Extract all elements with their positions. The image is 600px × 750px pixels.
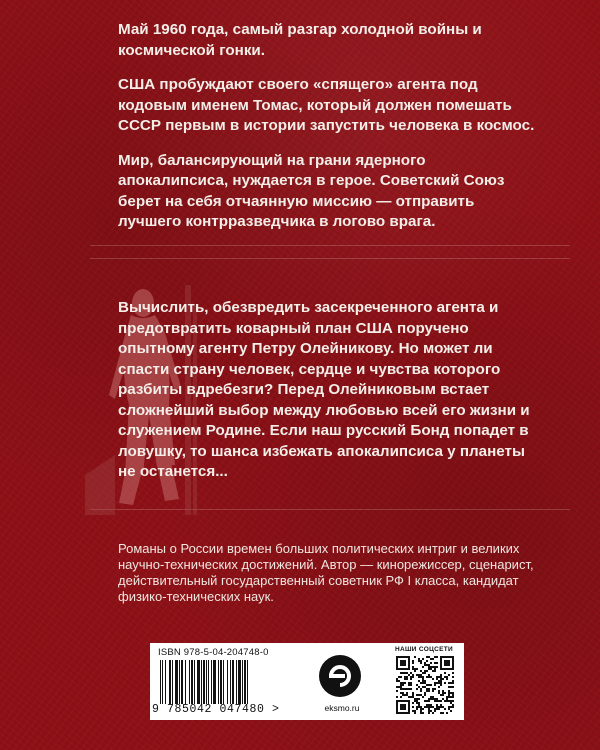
synopsis-paragraph-3: Мир, балансирующий на грани ядерного апокалипсиса, нуждается в герое. Советский Союз берет на себя отчаянную миссию — отправить лучшего контрразведчика в логово врага.: [118, 151, 505, 230]
barcode-digits: 9 785042 047480 >: [152, 703, 280, 716]
barcode-icon: [158, 660, 284, 704]
isbn-label: ISBN 978-5-04-204748-0: [158, 647, 269, 658]
social-label: НАШИ СОЦСЕТИ: [394, 646, 453, 653]
barcode-panel: [150, 643, 464, 720]
top-synopsis: [118, 20, 538, 247]
synopsis-paragraph-1: Май 1960 года, самый разгар холодной войны и космической гонки.: [118, 21, 482, 59]
series-blurb: Романы о России времен больших политических интриг и великих научно-технических достижений. Автор — кинорежиссер, сценарист, действительный государственный советник РФ I класса, кандидат физико-технических наук.: [118, 541, 534, 604]
synopsis-paragraph-2: США пробуждают своего «спящего» агента под кодовым именем Томас, который должен помешать СССР первым в истории запустить человека в космос.: [118, 76, 535, 134]
main-synopsis: [118, 298, 538, 497]
synopsis-paragraph-main: Вычислить, обезвредить засекреченного агента и предотвратить коварный план США поручено опытному агенту Петру Олейникову. Но может ли спасти страну человек, сердце и чувства которого разбиты вдребезги? Перед Олейниковым встает сложнейший выбор между любовью всей его жизни и служением Родине. Если наш русский Бонд попадет в ловушку, то шанса избежать апокалипсиса у планеты не останется...: [118, 299, 530, 480]
eksmo-logo-icon: [317, 653, 363, 699]
publisher-site[interactable]: eksmo.ru: [324, 703, 360, 713]
qr-code-icon[interactable]: [396, 656, 454, 714]
